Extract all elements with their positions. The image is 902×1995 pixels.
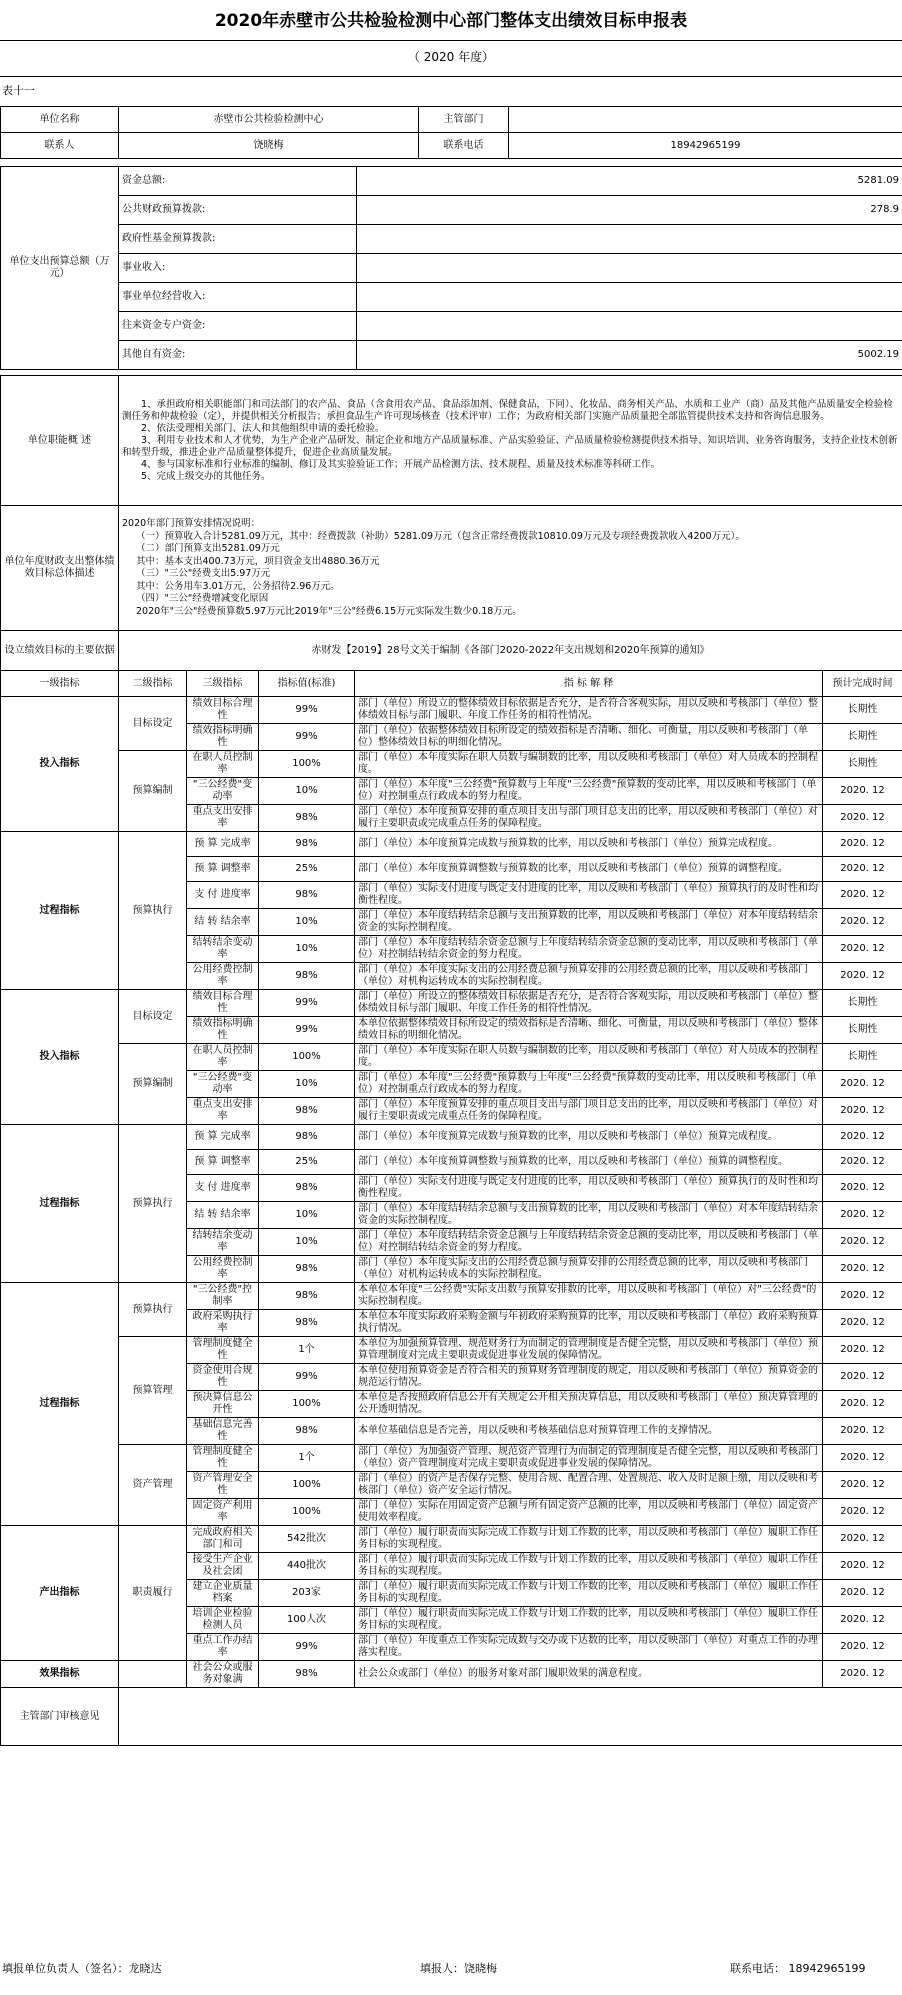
indicator-level3: 预 算 调整率 xyxy=(187,857,259,882)
budget-row xyxy=(1,225,902,254)
indicator-time: 2020. 12 xyxy=(823,832,902,857)
description-table xyxy=(0,375,902,671)
indicator-explanation: 部门（单位）依据整体绩效目标所设定的绩效指标是否清晰、细化、可衡量，用以反映和考核部门（单位）整体绩效目标的明细化情况。 xyxy=(355,724,823,751)
indicator-level3: 在职人员控制率 xyxy=(187,1044,259,1071)
indicator-value: 98% xyxy=(259,1418,355,1445)
indicator-level2: 预算编制 xyxy=(119,751,187,832)
indicator-level3: 支 付 进度率 xyxy=(187,882,259,909)
indicator-value: 98% xyxy=(259,832,355,857)
form-year: （ 2020 年度） xyxy=(407,50,495,64)
indicator-time: 2020. 12 xyxy=(823,1499,902,1526)
indicator-time: 2020. 12 xyxy=(823,963,902,990)
budget-row xyxy=(1,312,902,341)
indicator-time: 2020. 12 xyxy=(823,1418,902,1445)
indicator-explanation: 部门（单位）所设立的整体绩效目标依据是否充分，是否符合客观实际，用以反映和考核部门（单位）整体绩效目标与部门履职、年度工作任务的相符性情况。 xyxy=(355,990,823,1017)
indicator-level3: 公用经费控制率 xyxy=(187,1256,259,1283)
indicator-level2 xyxy=(119,1661,187,1688)
indicator-value: 98% xyxy=(259,1310,355,1337)
indicator-time: 长期性 xyxy=(823,697,902,724)
indicator-time: 2020. 12 xyxy=(823,1098,902,1125)
indicator-time: 长期性 xyxy=(823,724,902,751)
indicator-level1: 过程指标 xyxy=(1,1283,119,1526)
indicator-explanation: 部门（单位）本年度预算完成数与预算数的比率，用以反映和考核部门（单位）预算完成程度。 xyxy=(355,1125,823,1150)
indicator-level1: 过程指标 xyxy=(1,832,119,990)
indicator-value: 100人次 xyxy=(259,1607,355,1634)
indicator-level3: 建立企业质量档案 xyxy=(187,1580,259,1607)
indicator-level3: 结转结余变动率 xyxy=(187,936,259,963)
indicator-explanation: 部门（单位）实际支付进度与既定支付进度的比率，用以反映和考核部门（单位）预算执行的及时性和均衡性程度。 xyxy=(355,882,823,909)
indicator-time: 2020. 12 xyxy=(823,1526,902,1553)
form-title: 2020年赤壁市公共检验检测中心部门整体支出绩效目标申报表 xyxy=(214,11,688,31)
indicator-level3: 资产管理安全性 xyxy=(187,1472,259,1499)
indicator-time: 2020. 12 xyxy=(823,1391,902,1418)
col-time: 预计完成时间 xyxy=(823,671,902,697)
indicator-value: 99% xyxy=(259,724,355,751)
indicator-level1: 投入指标 xyxy=(1,697,119,832)
indicator-value: 98% xyxy=(259,1175,355,1202)
indicator-value: 10% xyxy=(259,936,355,963)
basis-label: 设立绩效目标的主要依据 xyxy=(1,631,119,671)
indicator-row xyxy=(1,1526,902,1553)
indicator-level3: 重点支出安排率 xyxy=(187,805,259,832)
indicator-level2: 预算管理 xyxy=(119,1337,187,1445)
indicator-time: 2020. 12 xyxy=(823,909,902,936)
annual-line: 2020年"三公"经费预算数5.97万元比2019年"三公"经费6.15万元实际发生数少0.18万元。 xyxy=(136,605,522,617)
indicator-value: 99% xyxy=(259,990,355,1017)
annual-line: （三）"三公"经费支出5.97万元 xyxy=(136,568,271,579)
annual-line: 其中：基本支出400.73万元，项目资金支出4880.36万元 xyxy=(136,555,380,567)
indicator-explanation: 部门（单位）实际支付进度与既定支付进度的比率，用以反映和考核部门（单位）预算执行的及时性和均衡性程度。 xyxy=(355,1175,823,1202)
indicator-explanation: 部门（单位）履行职责而实际完成工作数与计划工作数的比率，用以反映和考核部门（单位）履职工作任务目标的实现程度。 xyxy=(355,1607,823,1634)
budget-item-value xyxy=(357,254,902,283)
contact-value: 饶晓梅 xyxy=(119,133,419,159)
dept-label: 主管部门 xyxy=(419,107,509,133)
budget-item-label: 事业收入: xyxy=(119,254,357,283)
indicator-level2: 预算执行 xyxy=(119,1283,187,1337)
unit-label: 单位名称 xyxy=(1,107,119,133)
indicator-level3: 基础信息完善性 xyxy=(187,1418,259,1445)
indicator-value: 100% xyxy=(259,1391,355,1418)
indicator-value: 10% xyxy=(259,1229,355,1256)
budget-table xyxy=(0,166,902,370)
table-number: 表十一 xyxy=(2,84,35,97)
indicator-level3: 公用经费控制率 xyxy=(187,963,259,990)
indicator-row xyxy=(1,1125,902,1150)
indicator-level3: 结 转 结余率 xyxy=(187,909,259,936)
indicator-explanation: 部门（单位）本年度预算调整数与预算数的比率，用以反映和考核部门（单位）预算的调整程度。 xyxy=(355,857,823,882)
indicator-level1: 效果指标 xyxy=(1,1661,119,1688)
functions-line: 5、完成上级交办的其他任务。 xyxy=(141,470,271,482)
indicator-time: 2020. 12 xyxy=(823,857,902,882)
functions-label: 单位职能概 述 xyxy=(1,376,119,506)
budget-item-value xyxy=(357,283,902,312)
indicator-time: 2020. 12 xyxy=(823,1310,902,1337)
indicator-level2: 目标设定 xyxy=(119,697,187,751)
indicator-level2: 预算执行 xyxy=(119,832,187,990)
budget-item-label: 政府性基金预算拨款: xyxy=(119,225,357,254)
indicator-time: 长期性 xyxy=(823,990,902,1017)
annual-label: 单位年度财政支出整体绩效目标总体描述 xyxy=(1,506,119,631)
col-level2: 二级指标 xyxy=(119,671,187,697)
indicator-row xyxy=(1,990,902,1017)
indicator-value: 10% xyxy=(259,909,355,936)
indicator-explanation: 本单位本年度"三公经费"实际支出数与预算安排数的比率，用以反映和考核部门（单位）对"三公经费"的实际控制程度。 xyxy=(355,1283,823,1310)
indicator-time: 2020. 12 xyxy=(823,882,902,909)
budget-item-value: 278.9 xyxy=(357,196,902,225)
indicator-level3: 重点支出安排率 xyxy=(187,1098,259,1125)
budget-item-label: 往来资金专户资金: xyxy=(119,312,357,341)
indicator-explanation: 部门（单位）为加强资产管理、规范资产管理行为而制定的管理制度是否健全完整，用以反映和考核部门（单位）资产管理制度对完成主要职责或促进事业发展的保障情况。 xyxy=(355,1445,823,1472)
indicator-time: 2020. 12 xyxy=(823,1175,902,1202)
indicator-explanation: 部门（单位）本年度预算完成数与预算数的比率，用以反映和考核部门（单位）预算完成程度。 xyxy=(355,832,823,857)
indicator-level2: 预算编制 xyxy=(119,1044,187,1125)
indicator-value: 10% xyxy=(259,1202,355,1229)
indicator-level3: 预 算 完成率 xyxy=(187,832,259,857)
indicator-level1: 过程指标 xyxy=(1,1125,119,1283)
indicator-level3: "三公经费"变动率 xyxy=(187,1071,259,1098)
indicator-value: 99% xyxy=(259,697,355,724)
indicator-value: 98% xyxy=(259,805,355,832)
indicator-time: 长期性 xyxy=(823,1044,902,1071)
indicator-value: 25% xyxy=(259,1150,355,1175)
indicator-time: 2020. 12 xyxy=(823,1445,902,1472)
divider xyxy=(0,40,902,41)
budget-item-value: 5002.19 xyxy=(357,341,902,370)
indicator-level3: 政府采购执行率 xyxy=(187,1310,259,1337)
indicator-level3: 接受生产企业及社会团 xyxy=(187,1553,259,1580)
phone-label: 联系电话 xyxy=(419,133,509,159)
indicator-time: 2020. 12 xyxy=(823,1607,902,1634)
phone-value: 18942965199 xyxy=(509,133,902,159)
indicator-explanation: 本单位使用预算资金是否符合相关的预算财务管理制度的规定，用以反映和考核部门（单位）预算资金的规范运行情况。 xyxy=(355,1364,823,1391)
indicator-value: 542批次 xyxy=(259,1526,355,1553)
indicator-explanation: 部门（单位）本年度实际支出的公用经费总额与预算安排的公用经费总额的比率，用以反映和考核部门（单位）对机构运转成本的实际控制程度。 xyxy=(355,963,823,990)
indicator-explanation: 部门（单位）实际在用固定资产总额与所有固定资产总额的比率，用以反映和考核部门（单位）固定资产使用效率程度。 xyxy=(355,1499,823,1526)
budget-row xyxy=(1,341,902,370)
indicator-explanation: 部门（单位）年度重点工作实际完成数与交办或下达数的比率，用以反映部门（单位）对重点工作的办理落实程度。 xyxy=(355,1634,823,1661)
indicator-explanation: 部门（单位）本年度实际支出的公用经费总额与预算安排的公用经费总额的比率，用以反映和考核部门（单位）对机构运转成本的实际控制程度。 xyxy=(355,1256,823,1283)
indicator-value: 98% xyxy=(259,882,355,909)
annual-line: （二）部门预算支出5281.09万元 xyxy=(136,543,280,554)
indicator-explanation: 社会公众或部门（单位）的服务对象对部门履职效果的满意程度。 xyxy=(355,1661,823,1688)
review-value xyxy=(119,1688,902,1746)
indicator-time: 长期性 xyxy=(823,751,902,778)
indicator-level3: 结转结余变动率 xyxy=(187,1229,259,1256)
indicator-level1: 产出指标 xyxy=(1,1526,119,1661)
indicator-row xyxy=(1,832,902,857)
budget-row xyxy=(1,254,902,283)
indicator-row xyxy=(1,1661,902,1688)
indicator-level3: 培训企业检验检测人员 xyxy=(187,1607,259,1634)
indicator-time: 2020. 12 xyxy=(823,1071,902,1098)
budget-item-label: 公共财政预算拨款: xyxy=(119,196,357,225)
indicator-explanation: 部门（单位）本年度结转结余资金总额与上年度结转结余资金总额的变动比率，用以反映和考核部门（单位）对控制结转结余资金的努力程度。 xyxy=(355,936,823,963)
indicator-level3: 预决算信息公开性 xyxy=(187,1391,259,1418)
footer-phone: 联系电话： 18942965199 xyxy=(730,1962,866,1975)
indicator-level3: 绩效目标合理性 xyxy=(187,990,259,1017)
indicator-value: 10% xyxy=(259,1071,355,1098)
indicator-level3: 社会公众或服务对象满 xyxy=(187,1661,259,1688)
indicator-value: 98% xyxy=(259,1098,355,1125)
budget-item-label: 资金总额: xyxy=(119,167,357,196)
indicator-time: 2020. 12 xyxy=(823,1283,902,1310)
footer-leader: 填报单位负责人（签名）：龙晓达 xyxy=(2,1962,162,1975)
indicator-value: 98% xyxy=(259,1256,355,1283)
indicator-row xyxy=(1,1044,902,1071)
indicator-explanation: 部门（单位）履行职责而实际完成工作数与计划工作数的比率，用以反映和考核部门（单位）履职工作任务目标的实现程度。 xyxy=(355,1580,823,1607)
indicator-row xyxy=(1,1283,902,1310)
indicator-level3: 管理制度健全性 xyxy=(187,1445,259,1472)
indicator-value: 440批次 xyxy=(259,1553,355,1580)
annual-line: 2020年部门预算安排情况说明： xyxy=(122,518,261,529)
indicator-level3: 完成政府相关部门和司 xyxy=(187,1526,259,1553)
indicator-time: 2020. 12 xyxy=(823,1634,902,1661)
col-explanation: 指 标 解 释 xyxy=(355,671,823,697)
indicator-value: 100% xyxy=(259,1044,355,1071)
indicator-level3: 支 付 进度率 xyxy=(187,1175,259,1202)
indicator-level3: 预 算 完成率 xyxy=(187,1125,259,1150)
indicator-value: 100% xyxy=(259,751,355,778)
indicator-level3: 在职人员控制率 xyxy=(187,751,259,778)
indicator-explanation: 部门（单位）本年度实际在职人员数与编制数的比率，用以反映和考核部门（单位）对人员成本的控制程度。 xyxy=(355,1044,823,1071)
annual-line: （四）"三公"经费增减变化原因 xyxy=(136,593,269,604)
indicator-explanation: 部门（单位）本年度结转结余总额与支出预算数的比率，用以反映和考核部门（单位）对本年度结转结余资金的实际控制程度。 xyxy=(355,1202,823,1229)
indicator-value: 98% xyxy=(259,1125,355,1150)
budget-item-value xyxy=(357,225,902,254)
col-value: 指标值(标准) xyxy=(259,671,355,697)
indicator-explanation: 本单位基础信息是否完善，用以反映和考核基础信息对预算管理工作的支撑情况。 xyxy=(355,1418,823,1445)
indicator-explanation: 部门（单位）履行职责而实际完成工作数与计划工作数的比率，用以反映和考核部门（单位）履职工作任务目标的实现程度。 xyxy=(355,1526,823,1553)
indicator-time: 2020. 12 xyxy=(823,1337,902,1364)
indicator-row xyxy=(1,697,902,724)
indicator-value: 25% xyxy=(259,857,355,882)
functions-line: 2、依法受理相关部门、法人和其他组织申请的委托检验。 xyxy=(141,422,385,434)
indicator-level3: "三公经费"控制率 xyxy=(187,1283,259,1310)
review-label: 主管部门审核意见 xyxy=(1,1688,119,1746)
indicator-time: 长期性 xyxy=(823,1017,902,1044)
indicator-level3: 资金使用合规性 xyxy=(187,1364,259,1391)
indicator-level2: 资产管理 xyxy=(119,1445,187,1526)
basis-text: 赤财发【2019】28号文关于编制《各部门2020-2022年支出规划和2020年预算的通知》 xyxy=(119,631,902,671)
indicator-time: 2020. 12 xyxy=(823,1553,902,1580)
budget-row xyxy=(1,167,902,196)
functions-text xyxy=(119,376,902,506)
indicator-explanation: 部门（单位）本年度预算安排的重点项目支出与部门项目总支出的比率，用以反映和考核部门（单位）对履行主要职责或完成重点任务的保障程度。 xyxy=(355,805,823,832)
budget-item-value: 5281.09 xyxy=(357,167,902,196)
unit-value: 赤壁市公共检验检测中心 xyxy=(119,107,419,133)
indicator-explanation: 部门（单位）本年度"三公经费"预算数与上年度"三公经费"预算数的变动比率，用以反映和考核部门（单位）对控制重点行政成本的努力程度。 xyxy=(355,778,823,805)
functions-line: 4、参与国家标准和行业标准的编制、修订及其实验验证工作；开展产品检测方法、技术规程、质量及技术标准等科研工作。 xyxy=(141,458,661,470)
indicator-explanation: 部门（单位）的资产是否保存完整、使用合规、配置合理、处置规范、收入及时足额上缴，用以反映和考核部门（单位）资产安全运行情况。 xyxy=(355,1472,823,1499)
indicator-level3: 结 转 结余率 xyxy=(187,1202,259,1229)
indicator-explanation: 部门（单位）所设立的整体绩效目标依据是否充分，是否符合客观实际，用以反映和考核部门（单位）整体绩效目标与部门履职、年度工作任务的相符性情况。 xyxy=(355,697,823,724)
indicator-value: 100% xyxy=(259,1472,355,1499)
col-level3: 三级指标 xyxy=(187,671,259,697)
indicator-explanation: 本单位本年度实际政府采购金额与年初政府采购预算的比率，用以反映和考核部门（单位）政府采购预算执行情况。 xyxy=(355,1310,823,1337)
indicator-explanation: 本单位为加强预算管理、规范财务行为而制定的管理制度是否健全完整，用以反映和考核部门（单位）预算管理制度对完成主要职责或促进事业发展的保障情况。 xyxy=(355,1337,823,1364)
indicator-time: 2020. 12 xyxy=(823,1472,902,1499)
functions-line: 3、利用专业技术和人才优势，为生产企业产品研发、制定企业和地方产品质量标准、产品实验验证、产品质量检验检测提供技术指导、知识培训、业务咨询服务，支持企业技术创新和转型升级，推进企业产品质量整体提升，促进企业高质量发展。 xyxy=(122,434,898,458)
indicator-explanation: 本单位是否按照政府信息公开有关规定公开相关预决算信息，用以反映和考核部门（单位）预决算管理的公开透明情况。 xyxy=(355,1391,823,1418)
indicator-value: 1个 xyxy=(259,1337,355,1364)
indicator-time: 2020. 12 xyxy=(823,778,902,805)
col-level1: 一级指标 xyxy=(1,671,119,697)
indicator-row xyxy=(1,1337,902,1364)
indicator-explanation: 部门（单位）本年度"三公经费"预算数与上年度"三公经费"预算数的变动比率，用以反映和考核部门（单位）对控制重点行政成本的努力程度。 xyxy=(355,1071,823,1098)
budget-item-label: 其他自有资金: xyxy=(119,341,357,370)
indicator-level3: 重点工作办结率 xyxy=(187,1634,259,1661)
indicator-explanation: 部门（单位）本年度预算安排的重点项目支出与部门项目总支出的比率，用以反映和考核部门（单位）对履行主要职责或完成重点任务的保障程度。 xyxy=(355,1098,823,1125)
indicator-level3: 绩效指标明确性 xyxy=(187,1017,259,1044)
indicator-time: 2020. 12 xyxy=(823,1661,902,1688)
indicator-time: 2020. 12 xyxy=(823,1125,902,1150)
indicator-time: 2020. 12 xyxy=(823,1580,902,1607)
indicator-level3: 预 算 调整率 xyxy=(187,1150,259,1175)
functions-line: 1、承担政府相关职能部门和司法部门的农产品、食品（含食用农产品、食品添加剂、保健食品，下同）、化妆品、商务相关产品、水质和工业产（商）品及其他产品质量安全检验检测任务和仲裁检验（定），并提供相关分析报告；承担食品生产许可现场核查（技术评审）工作；为政府相关部门实施产品质量把全部监管提供技术支持和咨询信息服务。 xyxy=(122,398,893,422)
indicator-level3: 固定资产利用率 xyxy=(187,1499,259,1526)
indicator-row xyxy=(1,751,902,778)
indicator-explanation: 部门（单位）本年度结转结余总额与支出预算数的比率，用以反映和考核部门（单位）对本年度结转结余资金的实际控制程度。 xyxy=(355,909,823,936)
budget-row xyxy=(1,283,902,312)
indicator-explanation: 部门（单位）本年度实际在职人员数与编制数的比率，用以反映和考核部门（单位）对人员成本的控制程度。 xyxy=(355,751,823,778)
indicator-time: 2020. 12 xyxy=(823,1229,902,1256)
divider xyxy=(0,76,902,77)
indicator-value: 100% xyxy=(259,1499,355,1526)
indicator-value: 99% xyxy=(259,1634,355,1661)
indicator-value: 98% xyxy=(259,1283,355,1310)
indicator-level3: 管理制度健全性 xyxy=(187,1337,259,1364)
footer-filler: 填报人：饶晓梅 xyxy=(420,1962,497,1975)
annual-line: 其中：公务用车3.01万元，公务招待2.96万元。 xyxy=(136,580,340,592)
indicator-explanation: 部门（单位）履行职责而实际完成工作数与计划工作数的比率，用以反映和考核部门（单位）履职工作任务目标的实现程度。 xyxy=(355,1553,823,1580)
indicator-time: 2020. 12 xyxy=(823,1202,902,1229)
indicator-level3: 绩效目标合理性 xyxy=(187,697,259,724)
budget-row xyxy=(1,196,902,225)
indicator-row xyxy=(1,1445,902,1472)
dept-value xyxy=(509,107,902,133)
indicator-level2: 预算执行 xyxy=(119,1125,187,1283)
indicator-value: 203家 xyxy=(259,1580,355,1607)
indicator-explanation: 本单位依据整体绩效目标所设定的绩效指标是否清晰、细化、可衡量，用以反映和考核部门（单位）整体绩效目标的明细化情况。 xyxy=(355,1017,823,1044)
indicator-level1: 投入指标 xyxy=(1,990,119,1125)
indicator-level2: 目标设定 xyxy=(119,990,187,1044)
indicator-level3: "三公经费"变动率 xyxy=(187,778,259,805)
indicator-value: 98% xyxy=(259,1661,355,1688)
indicator-level2: 职责履行 xyxy=(119,1526,187,1661)
indicator-time: 2020. 12 xyxy=(823,1364,902,1391)
indicator-value: 99% xyxy=(259,1364,355,1391)
indicator-time: 2020. 12 xyxy=(823,1150,902,1175)
annual-text xyxy=(119,506,902,631)
budget-item-value xyxy=(357,312,902,341)
indicator-value: 1个 xyxy=(259,1445,355,1472)
indicator-time: 2020. 12 xyxy=(823,1256,902,1283)
annual-line: （一）预算收入合计5281.09万元，其中：经费拨款（补助）5281.09万元（包含正常经费拨款10810.09万元及专项经费拨款收入4200万元）。 xyxy=(136,530,745,542)
indicator-time: 2020. 12 xyxy=(823,805,902,832)
indicator-explanation: 部门（单位）本年度结转结余资金总额与上年度结转结余资金总额的变动比率，用以反映和考核部门（单位）对控制结转结余资金的努力程度。 xyxy=(355,1229,823,1256)
indicator-explanation: 部门（单位）本年度预算调整数与预算数的比率，用以反映和考核部门（单位）预算的调整程度。 xyxy=(355,1150,823,1175)
indicator-level3: 绩效指标明确性 xyxy=(187,724,259,751)
contact-label: 联系人 xyxy=(1,133,119,159)
indicator-value: 10% xyxy=(259,778,355,805)
indicator-value: 99% xyxy=(259,1017,355,1044)
indicator-time: 2020. 12 xyxy=(823,936,902,963)
indicator-value: 98% xyxy=(259,963,355,990)
budget-section-label: 单位支出预算总额（万元） xyxy=(1,167,119,370)
indicator-table xyxy=(0,670,902,1746)
info-table xyxy=(0,106,902,159)
budget-item-label: 事业单位经营收入: xyxy=(119,283,357,312)
